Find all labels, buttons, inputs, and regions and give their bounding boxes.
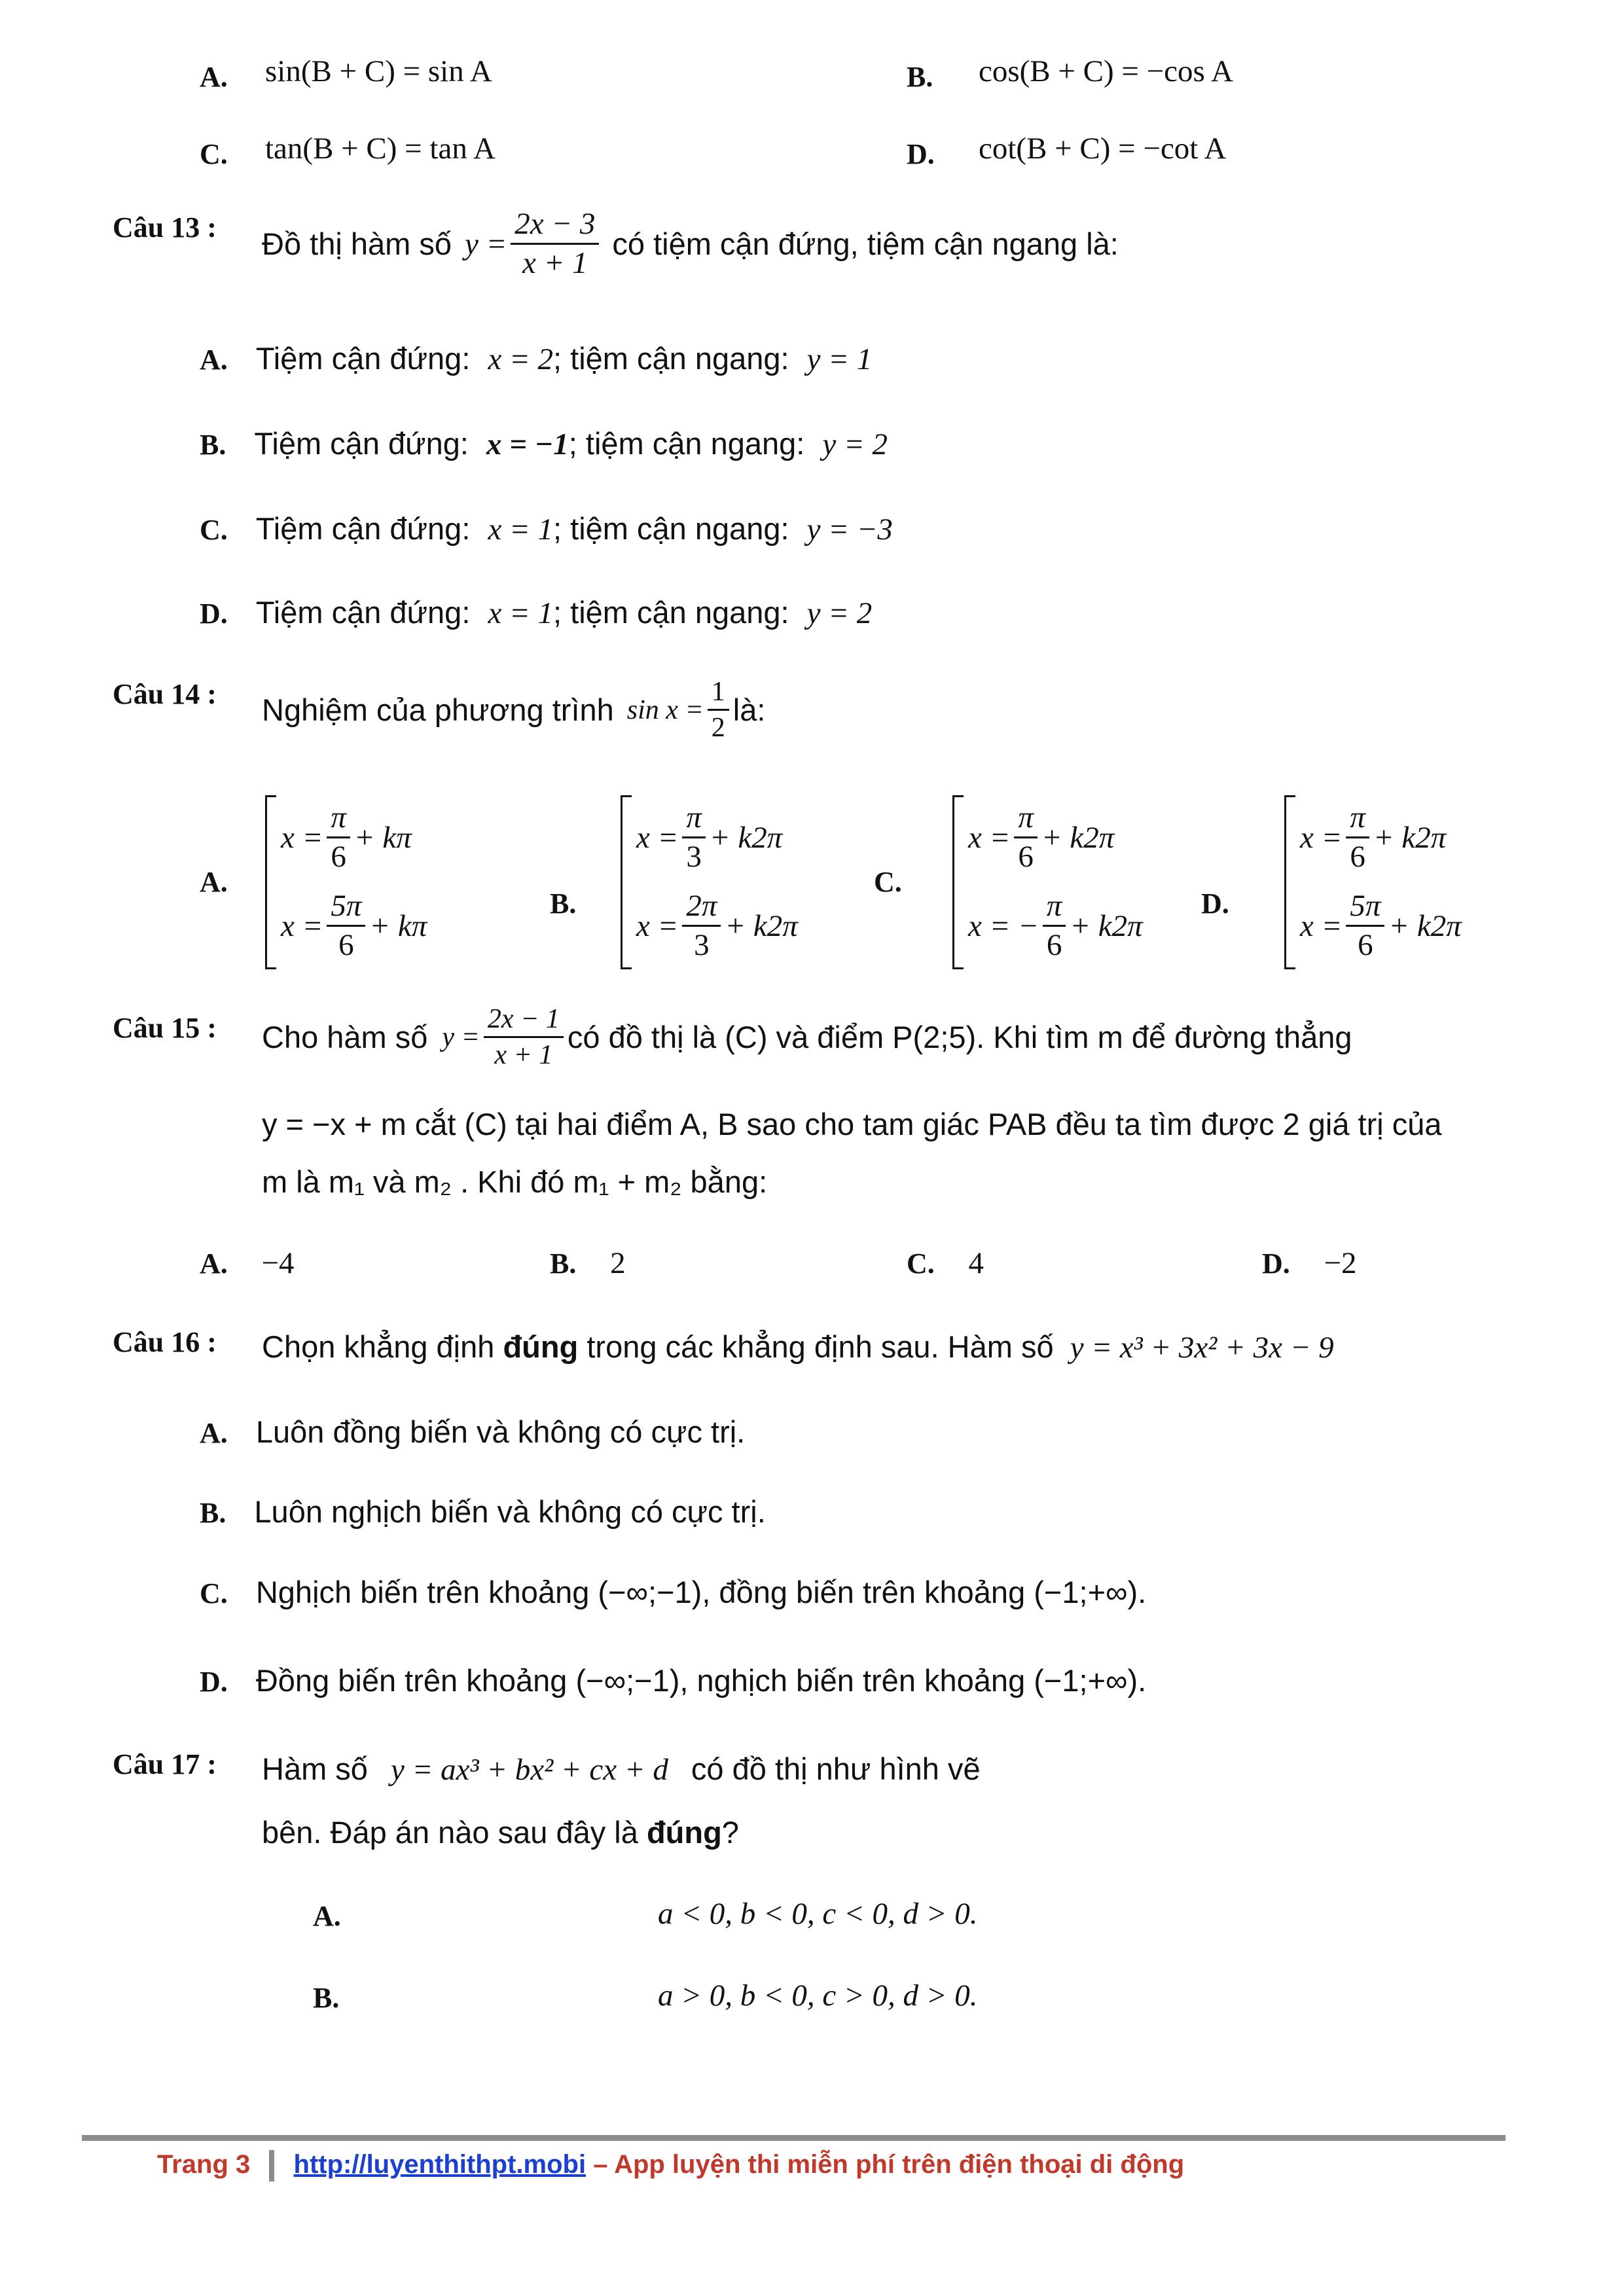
q14-a-r2-num: 5π: [327, 890, 365, 927]
q16-option-d-text: Đồng biến trên khoảng (−∞;−1), nghịch biến trên khoảng (−1;+∞).: [255, 1663, 1147, 1698]
q14-sin-eq: sin x =: [626, 694, 704, 725]
q13-option-b-label: B.: [200, 429, 226, 461]
q14-c-r1-den: 6: [1018, 840, 1034, 874]
q13-label: Câu 13 :: [113, 211, 217, 243]
q14-b-r2-pre: x =: [636, 908, 679, 943]
q17-line-2: [262, 1814, 739, 1850]
q14-d-r1-den: 6: [1350, 840, 1365, 874]
q14-b-r2-post: + k2π: [725, 908, 798, 943]
q16-option-b-label: B.: [200, 1497, 226, 1529]
q17-function: y = ax³ + bx² + cx + d: [391, 1753, 668, 1787]
q14-b-r2-num: 2π: [682, 890, 721, 927]
q16-option-c-label: C.: [200, 1577, 228, 1609]
q13-option-a-v: x = 2: [488, 342, 554, 376]
q16-option-b[interactable]: [200, 1494, 766, 1530]
q15-option-d-label: D.: [1262, 1247, 1290, 1280]
q14-b-r1-num: π: [682, 802, 706, 838]
q13-option-b-hlabel: ; tiệm cận ngang:: [568, 426, 805, 461]
q16-option-d-label: D.: [200, 1666, 228, 1698]
q15-option-d[interactable]: [1262, 1246, 1357, 1281]
q14-denominator: 2: [711, 713, 725, 744]
q13-numerator: 2x − 3: [511, 208, 599, 245]
q15-denominator: x + 1: [494, 1040, 553, 1071]
q15-numerator: 2x − 1: [484, 1005, 564, 1038]
q14-option-a-row2: [281, 890, 427, 962]
q14-b-r1-pre: x =: [636, 820, 679, 855]
q14-option-d-system: [1284, 795, 1559, 965]
q12-option-c-expr: tan(B + C) = tan A: [265, 132, 496, 166]
q15-y-eq: y =: [442, 1022, 480, 1052]
q14-label: Câu 14 :: [113, 678, 217, 710]
q14-option-b-system: [621, 795, 895, 965]
q14-stem-post: là:: [732, 692, 766, 728]
q15-fraction: [484, 1005, 564, 1069]
q15-line-2: y = −x + m cắt (C) tại hai điểm A, B sao cho tam giác PAB đều ta tìm được 2 giá trị của: [262, 1107, 1442, 1141]
q12-option-a-label: A.: [200, 61, 228, 93]
q15-option-b-label: B.: [550, 1247, 577, 1280]
q17-l2-bold: đúng: [646, 1815, 722, 1850]
q14-c-r1-num: π: [1014, 802, 1038, 838]
q13-option-c-h: y = −3: [806, 512, 893, 547]
footer-tagline: – App luyện thi miễn phí trên điện thoại di động: [586, 2150, 1185, 2179]
q15-line-3: m là m₁ và m₂ . Khi đó m₁ + m₂ bằng:: [262, 1164, 768, 1199]
q14-option-a-label[interactable]: A.: [200, 866, 228, 898]
q13-option-a-label: A.: [200, 344, 228, 376]
q13-option-c-label: C.: [200, 514, 228, 546]
q14-d-r1-pre: x =: [1300, 820, 1343, 855]
q14-c-r2-num: π: [1043, 890, 1066, 927]
q14-option-c-label[interactable]: C.: [874, 866, 902, 898]
q15-option-d-value: −2: [1324, 1246, 1357, 1280]
q14-b-r1-post: + k2π: [709, 820, 783, 855]
q12-option-b-expr: cos(B + C) = −cos A: [979, 54, 1233, 88]
q15-l1-post: có đồ thị là (C) và điểm P(2;5). Khi tìm m để đường thẳng: [567, 1020, 1352, 1055]
footer-page-number: Trang 3: [157, 2150, 251, 2179]
q15-line-1: [262, 1005, 1352, 1069]
q14-c-r2-pre: x = −: [968, 908, 1039, 943]
q15-option-b-value: 2: [610, 1246, 626, 1280]
q14-d-r2-den: 6: [1358, 928, 1373, 963]
q17-l2-post: ?: [721, 1815, 739, 1850]
q14-option-a-row1: [281, 802, 412, 874]
q15-label: Câu 15 :: [113, 1012, 217, 1044]
q13-option-d-label: D.: [200, 598, 228, 630]
q17-option-b-text[interactable]: a > 0, b < 0, c > 0, d > 0.: [658, 1979, 978, 2013]
footer-link[interactable]: http://luyenthithpt.mobi: [293, 2150, 586, 2179]
q13-option-b-h: y = 2: [822, 427, 888, 461]
q14-d-r2-pre: x =: [1300, 908, 1343, 943]
q17-option-a-text[interactable]: a < 0, b < 0, c < 0, d > 0.: [658, 1897, 978, 1931]
q14-option-b-bracket: [621, 795, 632, 969]
q16-option-a[interactable]: [200, 1414, 745, 1450]
q15-option-c-label: C.: [907, 1247, 935, 1280]
q15-option-a-value: −4: [261, 1246, 295, 1280]
q14-option-c-bracket: [952, 795, 964, 969]
q14-c-r1-pre: x =: [968, 820, 1011, 855]
q13-stem: [262, 208, 1119, 280]
q13-option-c-vlabel: Tiệm cận đứng:: [255, 511, 471, 546]
q13-option-d-vlabel: Tiệm cận đứng:: [255, 595, 471, 630]
q15-option-b[interactable]: [550, 1246, 626, 1281]
q14-a-r2-den: 6: [338, 928, 354, 963]
q17-option-b-label[interactable]: B.: [313, 1982, 340, 2014]
q13-option-b[interactable]: [200, 425, 888, 462]
q14-option-c-row1: [968, 802, 1114, 874]
q14-d-r1-num: π: [1346, 802, 1369, 838]
q14-option-d-row2: [1300, 890, 1462, 962]
q16-option-a-text: Luôn đồng biến và không có cực trị.: [255, 1414, 746, 1449]
q14-c-r1-post: + k2π: [1041, 820, 1115, 855]
q16-option-b-text: Luôn nghịch biến và không có cực trị.: [254, 1494, 766, 1529]
q15-option-a[interactable]: [200, 1246, 295, 1281]
q14-d-r2-num: 5π: [1346, 890, 1384, 927]
q16-option-c-text: Nghịch biến trên khoảng (−∞;−1), đồng biến trên khoảng (−1;+∞).: [255, 1575, 1147, 1609]
q14-option-b-row1: [636, 802, 782, 874]
q14-option-d-bracket: [1284, 795, 1295, 969]
q14-option-c-row2: [968, 890, 1143, 962]
q12-option-b-label: B.: [907, 61, 933, 93]
q16-option-c[interactable]: [200, 1574, 1146, 1610]
q16-label: Câu 16 :: [113, 1326, 217, 1358]
q14-numerator: 1: [708, 677, 729, 711]
q16-stem-pre: Chọn khẳng định: [262, 1329, 495, 1364]
q14-a-r1-post: + kπ: [353, 820, 412, 855]
q13-denominator: x + 1: [522, 246, 588, 281]
q15-option-a-label: A.: [200, 1247, 228, 1280]
q13-option-c-v: x = 1: [488, 512, 554, 547]
q14-option-d-row1: [1300, 802, 1446, 874]
q13-y-eq: y =: [464, 226, 507, 261]
q13-stem-pre: Đồ thị hàm số: [262, 226, 452, 262]
q14-fraction: [708, 677, 729, 742]
q14-option-b-label[interactable]: B.: [550, 888, 577, 920]
q17-l1-post: có đồ thị như hình vẽ: [691, 1751, 981, 1786]
q12-option-d-label: D.: [907, 138, 935, 170]
q14-a-r1-den: 6: [331, 840, 346, 874]
q16-stem-bold: đúng: [503, 1329, 579, 1364]
q17-label: Câu 17 :: [113, 1748, 217, 1780]
q13-option-d-h: y = 2: [806, 596, 873, 630]
q14-option-c-system: [952, 795, 1240, 965]
q14-option-d-label[interactable]: D.: [1201, 888, 1229, 920]
q12-option-d-expr: cot(B + C) = −cot A: [979, 132, 1227, 166]
q14-a-r2-post: + kπ: [369, 908, 427, 943]
q14-c-r2-post: + k2π: [1070, 908, 1143, 943]
footer-rule: [82, 2135, 1506, 2141]
q16-stem-mid: trong các khẳng định sau. Hàm số: [586, 1329, 1054, 1364]
q15-option-c-value: 4: [968, 1246, 984, 1280]
q14-b-r2-den: 3: [694, 928, 710, 963]
q16-option-a-label: A.: [200, 1417, 228, 1449]
q17-option-a-label[interactable]: A.: [313, 1900, 341, 1932]
q14-c-r2-den: 6: [1046, 928, 1062, 963]
q14-a-r1-num: π: [327, 802, 350, 838]
q13-option-a[interactable]: [200, 340, 872, 377]
q14-d-r2-post: + k2π: [1388, 908, 1462, 943]
q13-stem-post: có tiệm cận đứng, tiệm cận ngang là:: [612, 226, 1119, 262]
q14-option-a-bracket: [265, 795, 276, 969]
q14-option-a-system: [265, 795, 540, 965]
q13-option-d[interactable]: [200, 594, 872, 631]
q14-stem: [262, 677, 765, 742]
q13-option-b-v: x = −1: [486, 427, 569, 461]
q13-option-a-hlabel: ; tiệm cận ngang:: [553, 341, 789, 376]
q14-a-r1-pre: x =: [281, 820, 323, 855]
q16-stem: [262, 1329, 1334, 1365]
q17-l2-pre: bên. Đáp án nào sau đây là: [262, 1815, 638, 1850]
q13-option-a-h: y = 1: [806, 342, 873, 376]
q15-option-c[interactable]: [907, 1246, 984, 1281]
footer-separator: [269, 2150, 274, 2181]
q17-l1-pre: Hàm số: [262, 1751, 368, 1786]
q16-option-d[interactable]: [200, 1662, 1146, 1698]
q12-option-c-label: C.: [200, 138, 228, 170]
q15-l1-pre: Cho hàm số: [262, 1020, 428, 1055]
q13-option-c-hlabel: ; tiệm cận ngang:: [553, 511, 789, 546]
q14-d-r1-post: + k2π: [1373, 820, 1447, 855]
q14-stem-pre: Nghiệm của phương trình: [262, 692, 614, 728]
q14-option-b-row2: [636, 890, 798, 962]
q12-option-a-expr: sin(B + C) = sin A: [265, 54, 492, 88]
footer: [157, 2150, 1184, 2181]
q17-line-1: [262, 1751, 981, 1787]
q13-option-d-v: x = 1: [488, 596, 554, 630]
q14-b-r1-den: 3: [686, 840, 702, 874]
q14-a-r2-pre: x =: [281, 908, 323, 943]
q13-option-c[interactable]: [200, 511, 893, 547]
q16-function: y = x³ + 3x² + 3x − 9: [1070, 1331, 1334, 1365]
q13-option-d-hlabel: ; tiệm cận ngang:: [553, 595, 789, 630]
q13-option-a-vlabel: Tiệm cận đứng:: [255, 341, 471, 376]
q13-fraction: [511, 208, 599, 280]
q13-option-b-vlabel: Tiệm cận đứng:: [254, 426, 469, 461]
